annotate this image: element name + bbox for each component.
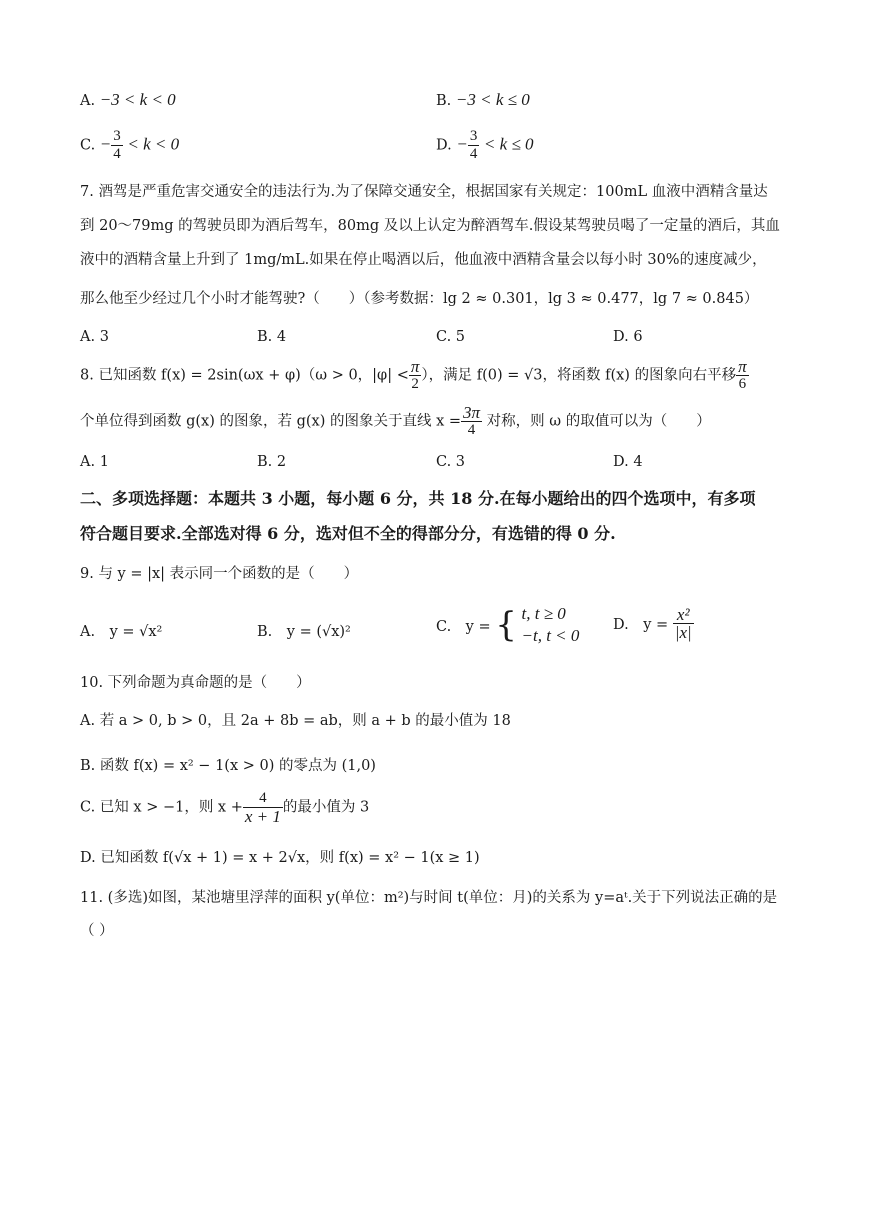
q8-option-c: C. 3 [436,454,466,470]
q6-option-d [436,128,534,163]
fraction [409,358,422,393]
denominator: 4 [469,146,478,162]
numerator: 4 [243,790,283,808]
numerator: 3 [113,128,121,144]
q9-option-b: B. y = (√x)² [257,624,351,640]
fraction [111,128,123,163]
q7-line-2: 到 20～79mg 的驾驶员即为酒后驾车，80mg 及以上认定为醉酒驾车.假设某驾驶员喝了一定量的酒后，其血 [80,218,780,234]
q8-line-2 [80,404,711,439]
q9-option-a: A. y = √x² [80,624,163,640]
q7-option-b: B. 4 [257,329,287,345]
denominator: 6 [738,376,747,392]
option-expr: < k ≤ 0 [483,134,534,154]
q8-text: 8. 已知函数 f(x) = 2sin(ωx + φ)（ω > 0，|φ| < [80,367,409,384]
case-2: −t, t < 0 [521,626,580,645]
q8-line-1 [80,358,749,393]
fraction [461,404,482,439]
minus-sign: − [99,134,112,154]
section-heading-line-1: 二、多项选择题：本题共 3 小题，每小题 6 分，共 18 分.在每小题给出的四个选项中，有多项 [80,489,756,508]
denominator: 4 [113,146,121,162]
q9-option-c [436,603,579,647]
numerator: 3π [463,403,481,422]
numerator: x² [673,606,694,624]
option-text: C. 已知 x > −1，则 x + [80,799,243,816]
q7-line-4: 那么他至少经过几个小时才能驾驶?（ ）（参考数据：lg 2 ≈ 0.301，lg 3 ≈ 0.477，lg 7 ≈ 0.845） [80,291,759,307]
option-expr: −3 < k ≤ 0 [455,90,530,109]
option-label: A. [80,93,96,109]
q8-text: ），满足 f(0) = √3，将函数 f(x) 的图象向右平移 [421,367,737,384]
q7-option-d: D. 6 [613,329,643,345]
q7-line-1: 7. 酒驾是严重危害交通安全的违法行为.为了保障交通安全，根据国家有关规定：100mL 血液中酒精含量达 [80,184,768,200]
q8-option-d: D. 4 [613,454,643,470]
fraction [736,358,749,393]
option-label: C. y = [436,618,491,635]
numerator: π [738,357,747,376]
cases [522,603,580,647]
q11-line-1: 11. (多选)如图，某池塘里浮萍的面积 y(单位：m²)与时间 t(单位：月)的关系为 y=aᵗ.关于下列说法正确的是 [80,890,778,906]
case-1: t, t ≥ 0 [521,604,566,623]
q8-text: 对称，则 ω 的取值可以为（ ） [486,413,711,430]
q10-stem: 10. 下列命题为真命题的是（ ） [80,675,311,691]
section-heading-line-2: 符合题目要求.全部选对得 6 分，选对但不全的得部分分，有选错的得 0 分. [80,524,616,543]
q7-option-c: C. 5 [436,329,466,345]
option-label: D. [436,137,452,154]
option-expr: < k < 0 [127,134,180,154]
q10-option-c [80,790,369,825]
option-text: 的最小值为 3 [282,799,370,816]
q9-stem: 9. 与 y = |x| 表示同一个函数的是（ ） [80,566,359,582]
q7-line-3: 液中的酒精含量上升到了 1mg/mL.如果在停止喝酒以后，他血液中酒精含量会以每小时 30%的速度减少， [80,252,767,268]
option-label: B. [436,93,452,109]
fraction [243,790,283,825]
denominator: |x| [674,623,692,642]
numerator: π [410,357,420,376]
option-label: D. y = [613,617,669,633]
fraction [468,128,480,163]
q11-line-2: （ ） [80,923,114,939]
denominator: x + 1 [244,807,281,826]
denominator: 4 [467,422,476,438]
q6-option-c [80,128,179,163]
q10-option-b: B. 函数 f(x) = x² − 1(x > 0) 的零点为 (1,0) [80,758,376,774]
q9-option-d [613,606,694,641]
q8-option-a: A. 1 [80,454,109,470]
q10-option-a: A. 若 a > 0, b > 0，且 2a + 8b = ab，则 a + b 的最小值为 18 [80,713,511,729]
q6-option-b [436,90,530,110]
denominator: 2 [411,376,419,392]
q6-option-a [80,90,176,110]
q7-option-a: A. 3 [80,329,109,345]
q8-text: 个单位得到函数 g(x) 的图象，若 g(x) 的图象关于直线 x = [80,413,462,430]
numerator: 3 [469,128,478,144]
option-label: C. [80,137,96,154]
q8-option-b: B. 2 [257,454,287,470]
q10-option-d: D. 已知函数 f(√x + 1) = x + 2√x，则 f(x) = x² − 1(x ≥ 1) [80,850,480,866]
brace: { [495,605,517,645]
fraction [673,606,694,641]
option-expr: −3 < k < 0 [99,90,176,109]
minus-sign: − [456,134,468,154]
